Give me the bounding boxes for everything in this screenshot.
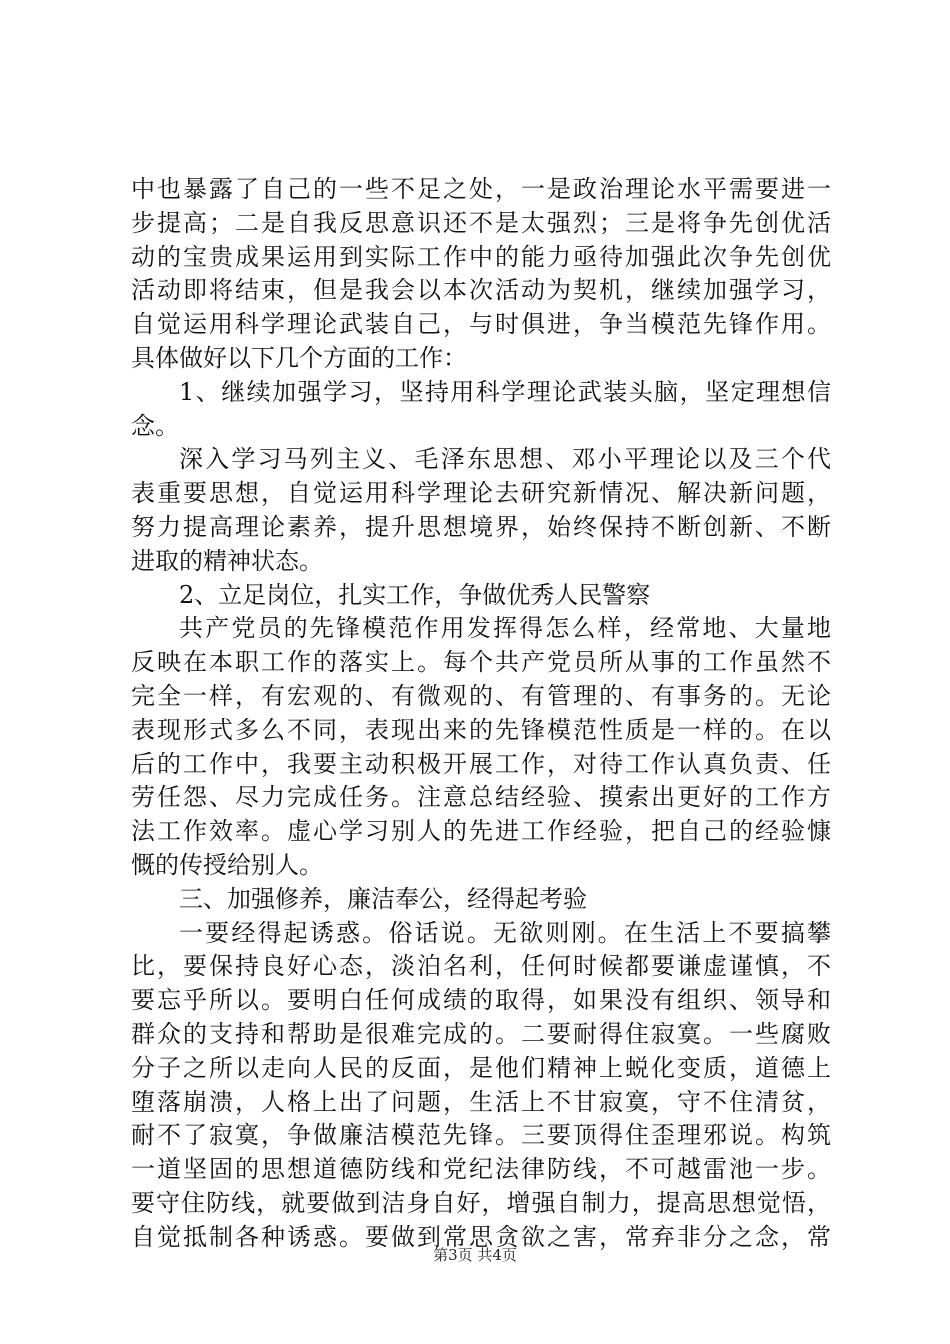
text-line: 自觉运用科学理论武装自己，与时俱进，争当模范先锋作用。 (131, 310, 831, 339)
text-line: 共产党员的先锋模范作用发挥得怎么样，经常地、大量地 (179, 614, 831, 643)
text-line: 完全一样，有宏观的、有微观的、有管理的、有事务的。无论 (131, 681, 831, 710)
text-line: 进取的精神状态。 (131, 546, 323, 575)
text-line: 表重要思想，自觉运用科学理论去研究新情况、解决新问题， (131, 479, 831, 508)
text-line: 要忘乎所以。要明白任何成绩的取得，如果没有组织、领导和 (131, 986, 831, 1015)
text-line: 努力提高理论素养，提升思想境界，始终保持不断创新、不断 (131, 512, 831, 541)
text-line: 法工作效率。虚心学习别人的先进工作经验，把自己的经验慷 (131, 817, 831, 846)
text-line: 耐不了寂寞，争做廉洁模范先锋。三要顶得住歪理邪说。构筑 (131, 1121, 831, 1150)
text-line: 反映在本职工作的落实上。每个共产党员所从事的工作虽然不 (131, 648, 831, 677)
text-line: 表现形式多么不同，表现出来的先锋模范性质是一样的。在以 (131, 715, 831, 744)
text-line: 具体做好以下几个方面的工作： (131, 343, 467, 372)
text-line: 活动即将结束，但是我会以本次活动为契机，继续加强学习， (131, 276, 831, 305)
text-line: 深入学习马列主义、毛泽东思想、邓小平理论以及三个代 (179, 445, 831, 474)
text-line: 念。 (131, 411, 179, 440)
text-line: 1、继续加强学习，坚持用科学理论武装头脑，坚定理想信 (179, 377, 831, 406)
text-line: 2、立足岗位，扎实工作，争做优秀人民警察 (179, 580, 651, 609)
text-line: 一要经得起诱惑。俗话说。无欲则刚。在生活上不要搞攀 (179, 918, 831, 947)
text-line: 要守住防线，就要做到洁身自好，增强自制力，提高思想觉悟， (131, 1188, 831, 1217)
text-line: 分子之所以走向人民的反面，是他们精神上蜕化变质，道德上 (131, 1053, 831, 1082)
text-line: 后的工作中，我要主动积极开展工作，对待工作认真负责、任 (131, 749, 831, 778)
text-line: 一道坚固的思想道德防线和党纪法律防线，不可越雷池一步。 (131, 1155, 831, 1184)
page-footer: 第3页 共4页 (433, 1246, 517, 1264)
text-line: 动的宝贵成果运用到实际工作中的能力亟待加强此次争先创优 (131, 242, 831, 271)
text-line: 慨的传授给别人。 (131, 850, 323, 879)
text-line: 比，要保持良好心态，淡泊名利，任何时候都要谦虚谨慎，不 (131, 952, 831, 981)
text-line: 中也暴露了自己的一些不足之处，一是政治理论水平需要进一 (131, 175, 831, 203)
text-line: 堕落崩溃，人格上出了问题，生活上不甘寂寞，守不住清贫， (131, 1087, 831, 1116)
text-line: 群众的支持和帮助是很难完成的。二要耐得住寂寞。一些腐败 (131, 1019, 831, 1048)
text-line: 劳任怨、尽力完成任务。注意总结经验、摸索出更好的工作方 (131, 783, 831, 812)
text-line: 自觉抵制各种诱惑。要做到常思贪欲之害，常弃非分之念，常 (131, 1222, 831, 1251)
text-line: 三、加强修养，廉洁奉公，经得起考验 (179, 884, 587, 913)
text-line: 步提高；二是自我反思意识还不是太强烈；三是将争先创优活 (131, 208, 831, 237)
body-text (131, 173, 831, 1255)
